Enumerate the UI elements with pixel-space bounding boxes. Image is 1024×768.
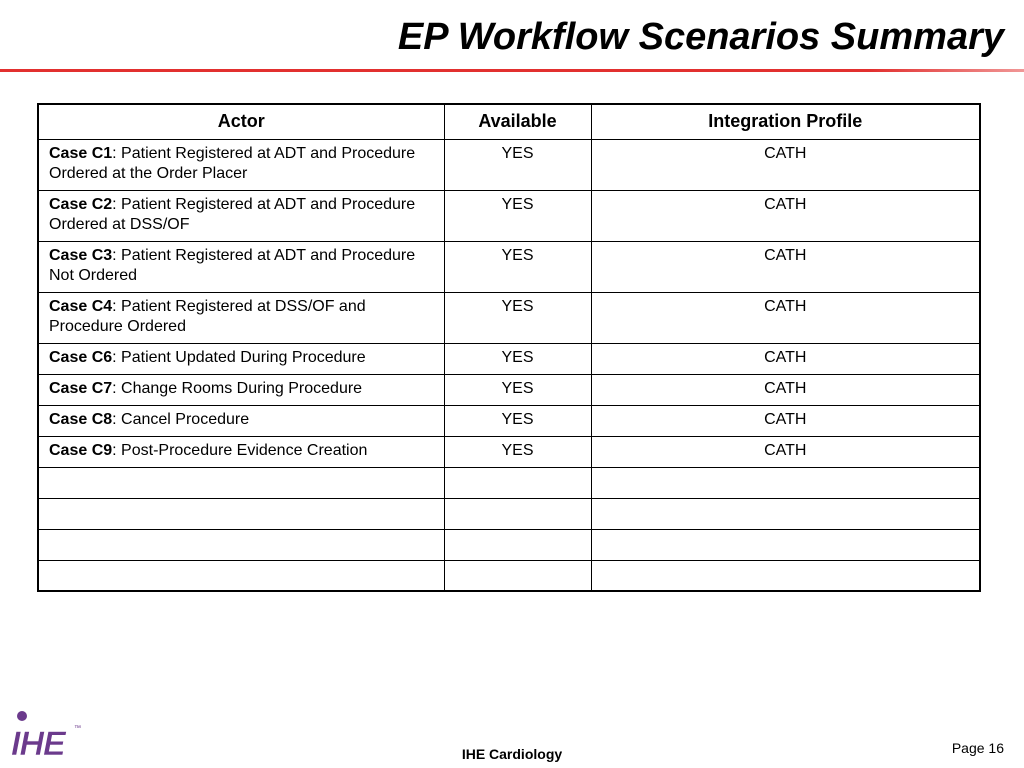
case-description: : Patient Registered at ADT and Procedure Ordered at DSS/OF — [49, 195, 416, 233]
page-number: Page 16 — [951, 740, 1004, 756]
footer-title: IHE Cardiology — [461, 746, 563, 762]
table-row — [38, 241, 980, 292]
available-cell: YES — [444, 292, 591, 343]
empty-cell — [591, 529, 980, 560]
empty-table-row — [38, 467, 980, 498]
available-cell: YES — [444, 374, 591, 405]
empty-table-row — [38, 560, 980, 591]
table-row — [38, 436, 980, 467]
case-id: Case C3 — [49, 246, 113, 264]
empty-table-row — [38, 529, 980, 560]
case-description: : Patient Registered at DSS/OF and Procedure Ordered — [49, 297, 366, 335]
case-description: : Post-Procedure Evidence Creation — [112, 441, 368, 459]
available-cell: YES — [444, 405, 591, 436]
header-available: Available — [444, 104, 591, 139]
empty-cell — [591, 467, 980, 498]
table-row — [38, 374, 980, 405]
case-description: : Cancel Procedure — [112, 410, 250, 428]
slide-title: EP Workflow Scenarios Summary — [397, 16, 1004, 58]
table-row — [38, 343, 980, 374]
profile-cell: CATH — [591, 241, 980, 292]
empty-cell — [38, 498, 444, 529]
scenarios-table — [37, 103, 981, 592]
actor-cell — [38, 343, 444, 374]
case-description: : Change Rooms During Procedure — [112, 379, 363, 397]
available-cell: YES — [444, 190, 591, 241]
case-id: Case C8 — [49, 410, 113, 428]
header-integration-profile: Integration Profile — [591, 104, 980, 139]
profile-cell: CATH — [591, 343, 980, 374]
ihe-logo-text: IHE — [11, 725, 65, 760]
case-id: Case C6 — [49, 348, 113, 366]
actor-cell — [38, 139, 444, 190]
case-id: Case C4 — [49, 297, 113, 315]
table-row — [38, 405, 980, 436]
empty-cell — [591, 498, 980, 529]
table-header-row — [38, 104, 980, 139]
available-cell: YES — [444, 241, 591, 292]
table-row — [38, 292, 980, 343]
empty-cell — [444, 467, 591, 498]
trademark-icon: ™ — [74, 725, 81, 732]
actor-cell — [38, 190, 444, 241]
header-actor: Actor — [38, 104, 444, 139]
table-row — [38, 190, 980, 241]
case-id: Case C1 — [49, 144, 113, 162]
profile-cell: CATH — [591, 139, 980, 190]
title-divider — [0, 69, 1024, 72]
case-description: : Patient Registered at ADT and Procedure Ordered at the Order Placer — [49, 144, 416, 182]
empty-cell — [444, 529, 591, 560]
case-id: Case C9 — [49, 441, 113, 459]
profile-cell: CATH — [591, 405, 980, 436]
profile-cell: CATH — [591, 190, 980, 241]
logo-dot — [17, 711, 27, 721]
empty-cell — [38, 560, 444, 591]
case-id: Case C7 — [49, 379, 113, 397]
empty-cell — [444, 560, 591, 591]
table-row — [38, 139, 980, 190]
case-description: : Patient Updated During Procedure — [112, 348, 366, 366]
case-description: : Patient Registered at ADT and Procedure Not Ordered — [49, 246, 416, 284]
empty-cell — [444, 498, 591, 529]
available-cell: YES — [444, 436, 591, 467]
case-id: Case C2 — [49, 195, 113, 213]
empty-cell — [38, 529, 444, 560]
empty-table-row — [38, 498, 980, 529]
actor-cell — [38, 241, 444, 292]
profile-cell: CATH — [591, 374, 980, 405]
empty-cell — [591, 560, 980, 591]
empty-cell — [38, 467, 444, 498]
actor-cell — [38, 436, 444, 467]
profile-cell: CATH — [591, 436, 980, 467]
actor-cell — [38, 292, 444, 343]
profile-cell: CATH — [591, 292, 980, 343]
available-cell: YES — [444, 343, 591, 374]
actor-cell — [38, 374, 444, 405]
actor-cell — [38, 405, 444, 436]
available-cell: YES — [444, 139, 591, 190]
